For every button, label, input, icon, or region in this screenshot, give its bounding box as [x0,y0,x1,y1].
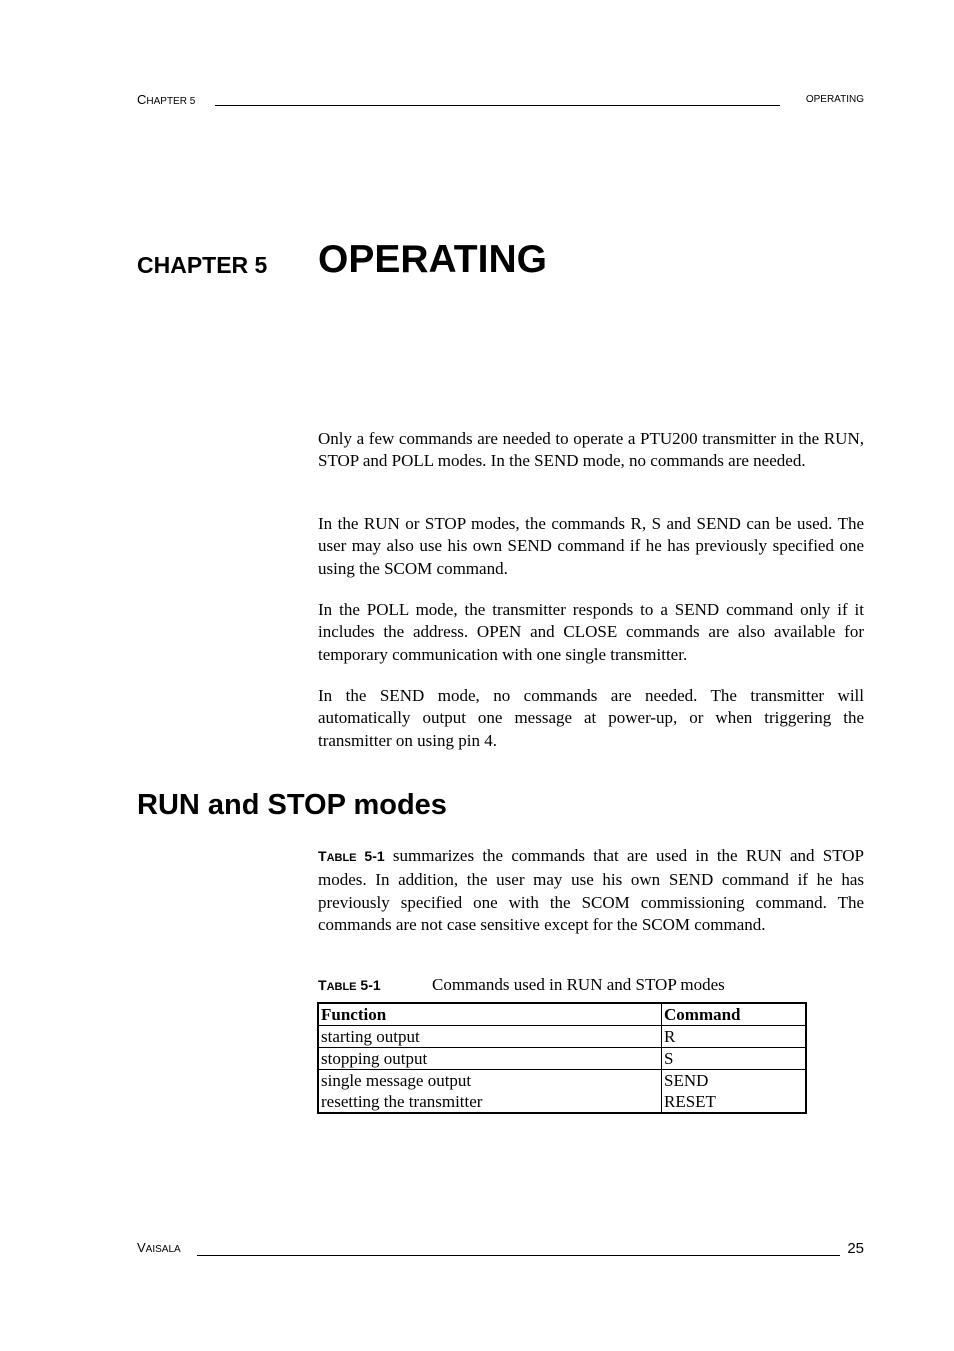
intro-paragraph-1: Only a few commands are needed to operate a PTU200 transmitter in the RUN, STOP and POLL modes. In the SEND mode, no commands are needed. [318,429,864,471]
table-caption [318,975,878,995]
intro-paragraph-2: In the RUN or STOP modes, the commands R, S and SEND can be used. The user may also use his own SEND command if he has previously specified one using the SCOM command. [318,514,864,578]
intro-paragraph-4: In the SEND mode, no commands are needed. The transmitter will automatically output one message at power-up, or when triggering the transmitter on using pin 4. [318,686,864,750]
table-caption-text: Commands used in RUN and STOP modes [432,975,725,994]
cell-function: starting output [318,1026,662,1048]
footer-brand: VAISALA [137,1240,181,1255]
cell-command: SEND [664,1071,709,1090]
table-row [318,1048,806,1070]
section-heading: RUN and STOP modes [137,789,447,821]
cell-function-group [318,1070,662,1114]
cell-command: S [662,1048,807,1070]
chapter-title: OPERATING [318,238,547,281]
cell-command-group [662,1070,807,1114]
page-number: 25 [847,1240,864,1257]
table-row [318,1026,806,1048]
header-function: Function [318,1003,662,1026]
running-header [137,92,864,110]
table-row [318,1070,806,1114]
table-header-row [318,1003,806,1026]
header-command: Command [662,1003,807,1026]
cell-function: resetting the transmitter [321,1092,483,1111]
header-section: OPERATING [805,94,864,105]
header-chapter: CHAPTER 5 [137,92,196,107]
running-footer [137,1240,864,1258]
chapter-label: CHAPTER 5 [137,252,268,278]
section-paragraph: TABLE 5-1 summarizes the commands that are used in the RUN and STOP modes. In addition, the user may use his own SEND command if he has previously specified one with the SCOM commissioning command. The commands are not case sensitive except for the SCOM command. [318,846,865,934]
cell-command: R [662,1026,807,1048]
cell-function: stopping output [318,1048,662,1070]
commands-table [317,1002,807,1114]
footer-rule [197,1255,840,1256]
cell-command: RESET [664,1092,716,1111]
table-caption-label: TABLE 5-1 [318,977,381,993]
table-reference-link[interactable]: TABLE 5-1 [318,848,385,864]
cell-function: single message output [321,1071,472,1090]
intro-paragraph-3: In the POLL mode, the transmitter responds to a SEND command only if it includes the address. OPEN and CLOSE commands are also available for temporary communication with one single transmitter. [318,600,864,664]
header-rule [215,105,780,106]
